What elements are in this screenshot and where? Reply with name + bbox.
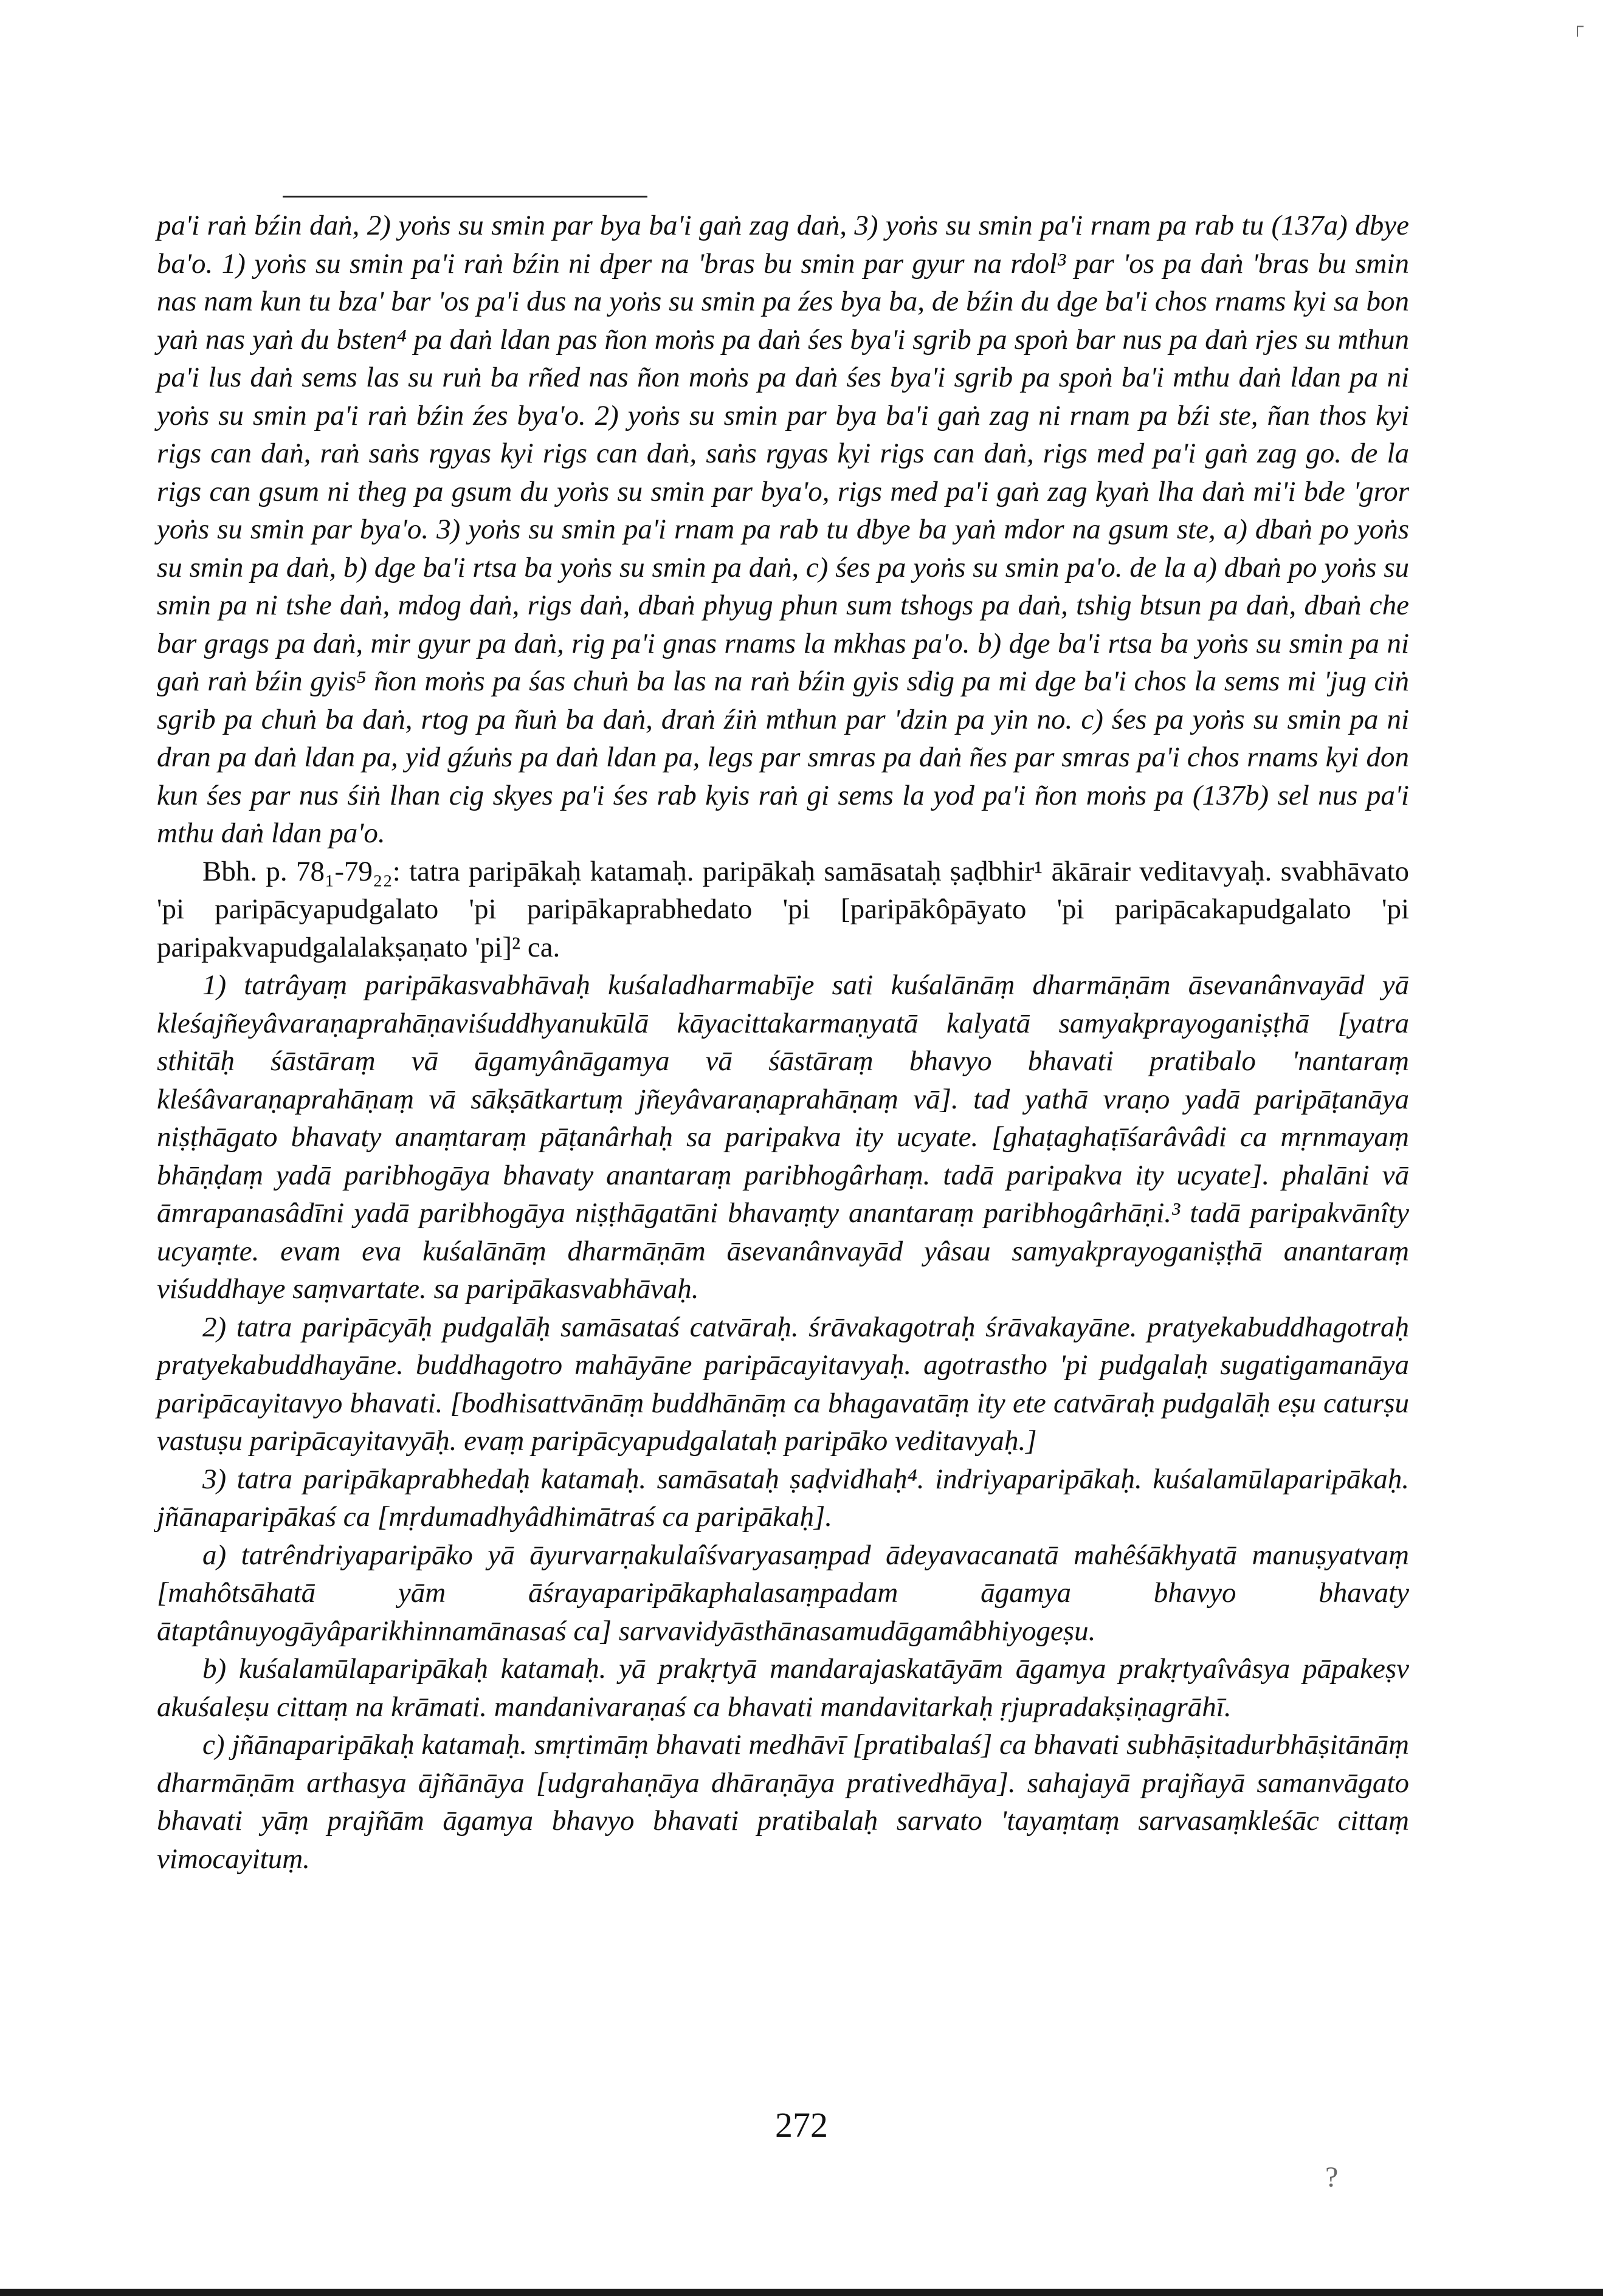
margin-mark: ?	[1325, 2161, 1339, 2193]
paragraph-section-3: 3) tatra paripākaprabhedaḥ katamaḥ. samāsataḥ ṣaḍvidhaḥ⁴. indriyaparipākaḥ. kuśalamūlaparipākaḥ. jñānaparipākaś ca [mṛdumadhyâdhimātraś ca paripākaḥ].	[157, 1463, 1409, 1533]
page-number: 272	[775, 2105, 828, 2145]
paragraph-bbh-reference: Bbh. p. 78₁-79₂₂: tatra paripākaḥ katamaḥ. paripākaḥ samāsataḥ ṣaḍbhir¹ ākārair veditavyaḥ. svabhāvato 'pi paripācyapudgalato 'pi paripākaprabhedato 'pi [paripākôpāyato 'pi paripācakapudgalato 'pi paripakvapudgalalakṣaṇato 'pi]² ca.	[157, 855, 1409, 963]
scan-edge	[0, 2289, 1603, 2296]
footnote-rule	[283, 196, 647, 198]
page-text	[157, 207, 1409, 1878]
paragraph-section-1: 1) tatrâyaṃ paripākasvabhāvaḥ kuśaladharmabīje sati kuśalānāṃ dharmāṇām āsevanânvayād yā kleśajñeyâvaraṇaprahāṇaviśuddhyanukūlā kāyacittakarmaṇyatā kalyatā samyakprayoganiṣṭhā [yatra sthitāḥ śāstāraṃ vā āgamyânāgamya vā śāstāraṃ bhavyo bhavati pratibalo 'nantaraṃ kleśâvaraṇaprahāṇaṃ vā sākṣātkartuṃ jñeyâvaraṇaprahāṇaṃ vā]. tad yathā vraṇo yadā paripāṭanāya niṣṭhāgato bhavaty anaṃtaraṃ pāṭanârhaḥ sa paripakva ity ucyate. [ghaṭaghaṭīśarâvâdi ca mṛnmayaṃ bhāṇḍaṃ yadā paribhogāya bhavaty anantaraṃ paribhogârhaṃ. tadā paripakva ity ucyate]. phalāni vā āmrapanasâdīni yadā paribhogāya niṣṭhāgatāni bhavaṃty anantaraṃ paribhogârhāṇi.³ tadā paripakvānîty ucyaṃte. evam eva kuśalānāṃ dharmāṇām āsevanânvayād yâsau samyakprayoganiṣṭhā anantaraṃ viśuddhaye saṃvartate. sa paripākasvabhāvaḥ.	[157, 969, 1409, 1305]
paragraph-section-3a: a) tatrêndriyaparipāko yā āyurvarṇakulaîśvaryasaṃpad ādeyavacanatā mahêśākhyatā manuṣyatvaṃ [mahôtsāhatā yām āśrayaparipākaphalasaṃpadam āgamya bhavyo bhavaty ātaptânuyogāyâparikhinnamānasaś ca] sarvavidyāsthānasamudāgamâbhiyogeṣu.	[157, 1539, 1409, 1647]
paragraph-section-3b: b) kuśalamūlaparipākaḥ katamaḥ. yā prakṛtyā mandarajaskatāyām āgamya prakṛtyaîvâsya pāpakeṣv akuśaleṣu cittaṃ na krāmati. mandanivaraṇaś ca bhavati mandavitarkaḥ ṛjupradakṣiṇagrāhī.	[157, 1653, 1409, 1723]
paragraph-section-2: 2) tatra paripācyāḥ pudgalāḥ samāsataś catvāraḥ. śrāvakagotraḥ śrāvakayāne. pratyekabuddhagotraḥ pratyekabuddhayāne. buddhagotro mahāyāne paripācayitavyaḥ. agotrastho 'pi pudgalaḥ sugatigamanāya paripācayitavyo bhavati. [bodhisattvānāṃ buddhānāṃ ca bhagavatāṃ ity ete catvāraḥ pudgalāḥ eṣu caturṣu vastuṣu paripācayitavyāḥ. evaṃ paripācyapudgalataḥ paripāko veditavyaḥ.]	[157, 1311, 1409, 1457]
paragraph-tibetan: pa'i raṅ bźin daṅ, 2) yoṅs su smin par bya ba'i gaṅ zag daṅ, 3) yoṅs su smin pa'i rnam pa rab tu (137a) dbye ba'o. 1) yoṅs su smin pa'i raṅ bźin ni dper na 'bras bu smin par gyur na rdol³ par 'os pa daṅ 'bras bu smin nas nam kun tu bza' bar 'os pa'i dus na yoṅs su smin pa źes bya ba, de bźin du dge ba'i chos rnams kyi sa bon yaṅ nas yaṅ du bsten⁴ pa daṅ ldan pas ñon moṅs pa daṅ śes bya'i sgrib pa spoṅ bar nus pa daṅ rjes su mthun pa'i lus daṅ sems las su ruṅ ba rñed nas ñon moṅs pa daṅ śes bya'i sgrib pa spoṅ ba'i mthu daṅ ldan pa ni yoṅs su smin pa'i raṅ bźin źes bya'o. 2) yoṅs su smin par bya ba'i gaṅ zag ni rnam pa bźi ste, ñan thos kyi rigs can daṅ, raṅ saṅs rgyas kyi rigs can daṅ, saṅs rgyas kyi rigs can daṅ, rigs med pa'i gaṅ zag go. de la rigs can gsum ni theg pa gsum du yoṅs su smin par bya'o, rigs med pa'i gaṅ zag kyaṅ lha daṅ mi'i bde 'gror yoṅs su smin par bya'o. 3) yoṅs su smin pa'i rnam pa rab tu dbye ba yaṅ mdor na gsum ste, a) dbaṅ po yoṅs su smin pa daṅ, b) dge ba'i rtsa ba yoṅs su smin pa daṅ, c) śes pa yoṅs su smin pa'o. de la a) dbaṅ po yoṅs su smin pa ni tshe daṅ, mdog daṅ, rigs daṅ, dbaṅ phyug phun sum tshogs pa daṅ, tshig btsun pa daṅ, dbaṅ che bar grags pa daṅ, mir gyur pa daṅ, rig pa'i gnas rnams la mkhas pa'o. b) dge ba'i rtsa ba yoṅs su smin pa ni gaṅ raṅ bźin gyis⁵ ñon moṅs pa śas chuṅ ba las na raṅ bźin gyis sdig pa mi dge ba'i chos la sems mi 'jug ciṅ sgrib pa chuṅ ba daṅ, rtog pa ñuṅ ba daṅ, draṅ źiṅ mthun par 'dzin pa yin no. c) śes pa yoṅs su smin pa ni dran pa daṅ ldan pa, yid gźuṅs pa daṅ ldan pa, legs par smras pa daṅ ñes par smras pa'i chos rnams kyi don kun śes par nus śiṅ lhan cig skyes pa'i śes rab kyis raṅ gi sems la yod pa'i ñon moṅs pa (137b) sel nus pa'i mthu daṅ ldan pa'o.	[157, 210, 1409, 849]
paragraph-section-3c: c) jñānaparipākaḥ katamaḥ. smṛtimāṃ bhavati medhāvī [pratibalaś] ca bhavati subhāṣitadurbhāṣitānāṃ dharmāṇām arthasya ājñānāya [udgrahaṇāya dhāraṇāya prativedhāya]. sahajayā prajñayā samanvāgato bhavati yāṃ prajñām āgamya bhavyo bhavati pratibalaḥ sarvato 'tayaṃtaṃ sarvasaṃkleśāc cittaṃ vimocayituṃ.	[157, 1729, 1409, 1875]
margin-mark: ┌	[1571, 17, 1584, 36]
